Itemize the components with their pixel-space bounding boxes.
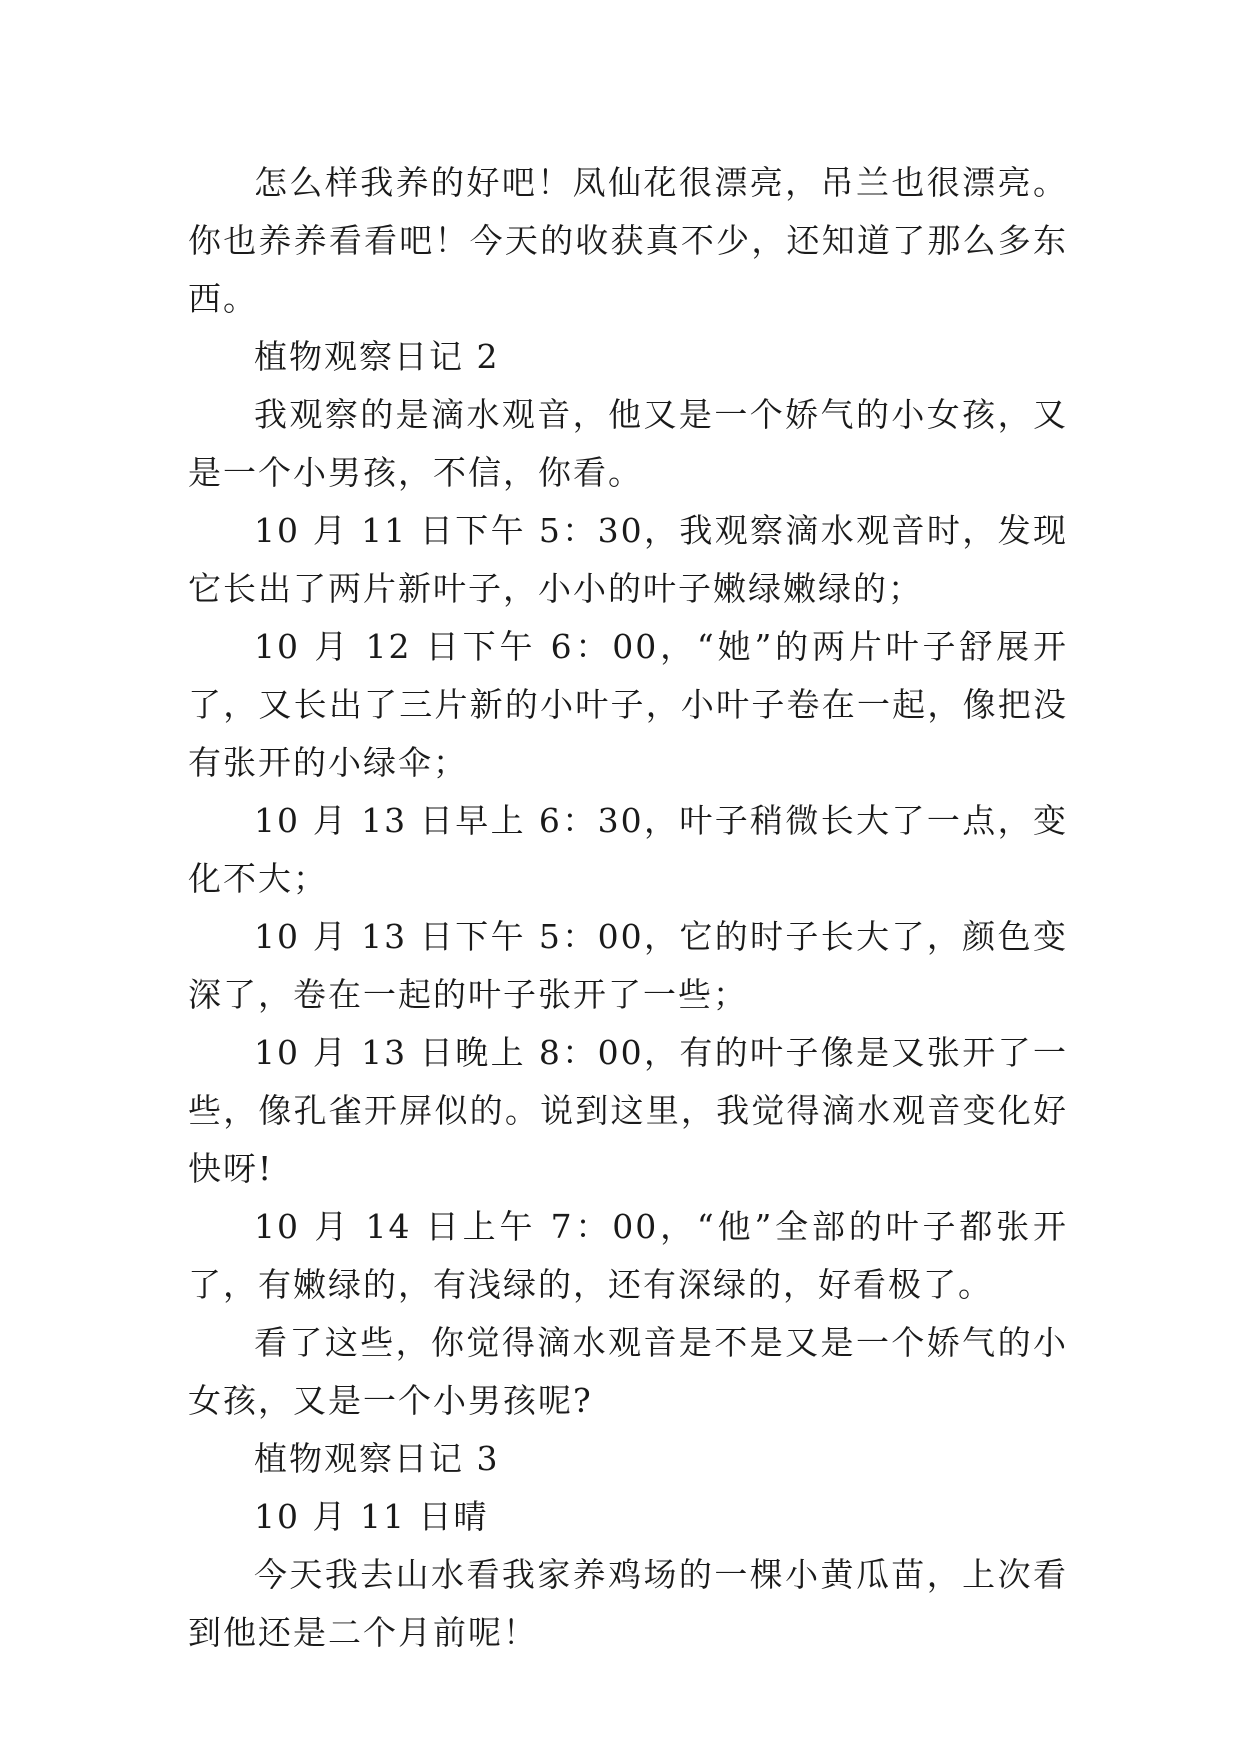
document-body: [188, 154, 1068, 1662]
paragraph: 怎么样我养的好吧！凤仙花很漂亮，吊兰也很漂亮。你也养养看看吧！今天的收获真不少，还知道了那么多东西。: [188, 163, 1068, 318]
paragraph: 今天我去山水看我家养鸡场的一棵小黄瓜苗，上次看到他还是二个月前呢！: [188, 1555, 1068, 1652]
paragraph: 10 月 11 日下午 5：30，我观察滴水观音时，发现它长出了两片新叶子，小小的叶子嫩绿嫩绿的；: [188, 511, 1068, 608]
diary-date: 10 月 11 日晴: [254, 1497, 489, 1536]
paragraph: 我观察的是滴水观音，他又是一个娇气的小女孩，又是一个小男孩，不信，你看。: [188, 395, 1068, 492]
section-heading: 植物观察日记 3: [254, 1439, 500, 1478]
paragraph: 10 月 14 日上午 7：00，“他”全部的叶子都张开了，有嫩绿的，有浅绿的，还有深绿的，好看极了。: [188, 1207, 1068, 1304]
paragraph: 看了这些，你觉得滴水观音是不是又是一个娇气的小女孩，又是一个小男孩呢?: [188, 1323, 1068, 1420]
section-heading: 植物观察日记 2: [254, 337, 500, 376]
paragraph: 10 月 13 日下午 5：00，它的时子长大了，颜色变深了，卷在一起的叶子张开了一些；: [188, 917, 1068, 1014]
paragraph: 10 月 13 日早上 6：30，叶子稍微长大了一点，变化不大；: [188, 801, 1068, 898]
paragraph: 10 月 12 日下午 6：00，“她”的两片叶子舒展开了，又长出了三片新的小叶子，小叶子卷在一起，像把没有张开的小绿伞；: [188, 627, 1068, 782]
paragraph: 10 月 13 日晚上 8：00，有的叶子像是又张开了一些，像孔雀开屏似的。说到这里，我觉得滴水观音变化好快呀!: [188, 1033, 1068, 1188]
